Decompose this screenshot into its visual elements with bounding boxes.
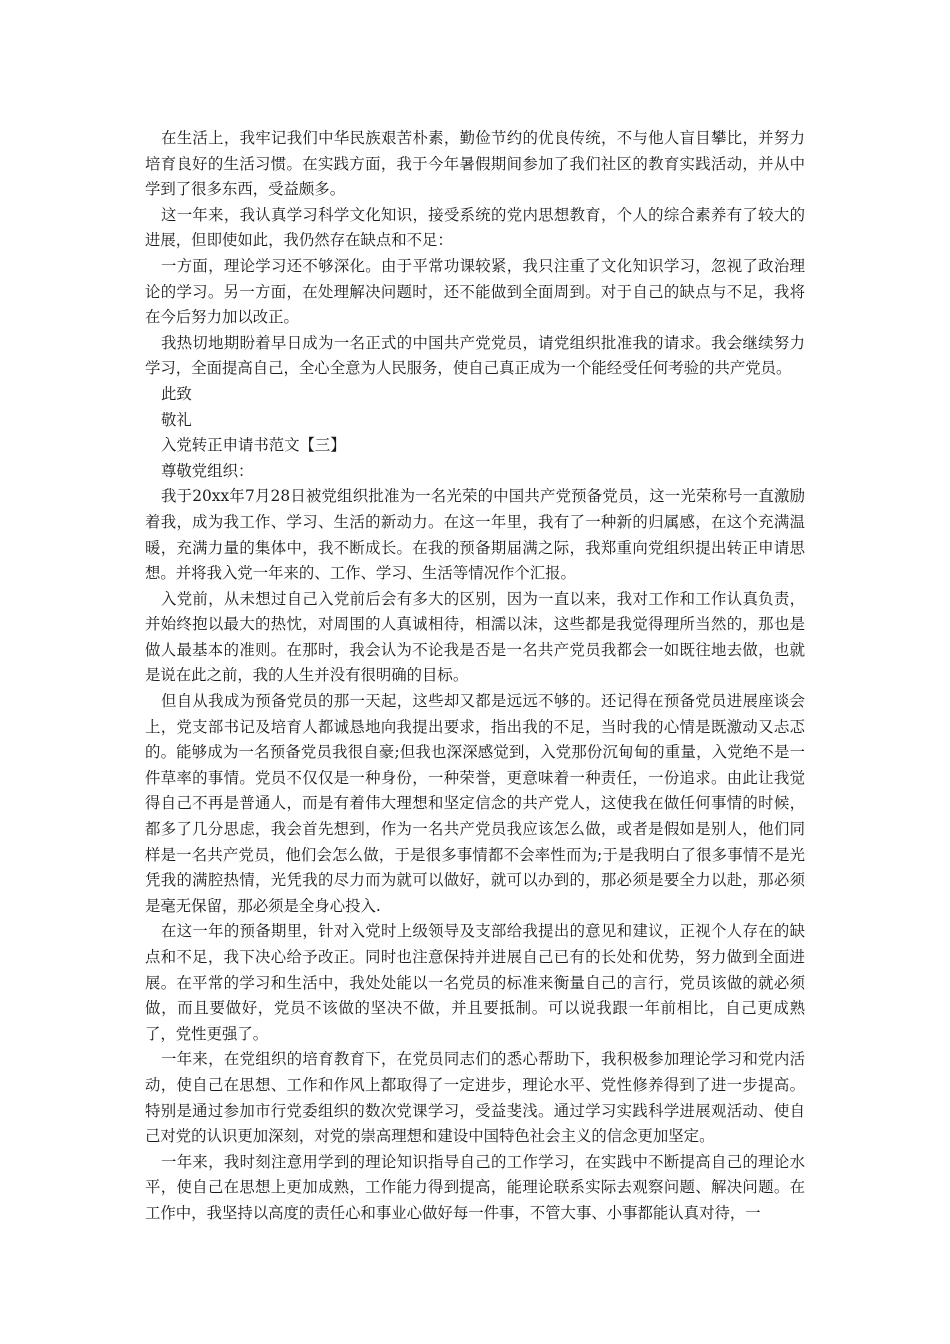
document-page	[145, 126, 805, 1227]
paragraph-life: 在生活上，我牢记我们中华民族艰苦朴素，勤俭节约的优良传统，不与他人盲目攀比，并努力培育良好的生活习惯。在实践方面，我于今年暑假期间参加了我们社区的教育实践活动，并从中学到了很多东西，受益颇多。	[145, 129, 805, 199]
paragraph-shortcomings: 一方面，理论学习还不够深化。由于平常功课较紧，我只注重了文化知识学习，忽视了政治理论的学习。另一方面，在处理解决问题时，还不能做到全面周到。对于自己的缺点与不足，我将在今后努力加以改正。	[145, 256, 805, 327]
paragraph-practice: 一年来，我时刻注意用学到的理论知识指导自己的工作学习，在实践中不断提高自己的理论水平，使自己在思想上更加成熟，工作能力得到提高，能理论联系实际去观察问题、解决问题。在工作中，我坚持以高度的责任心和事业心做好每一件事，不管大事、小事都能认真对待，一	[145, 1152, 805, 1222]
paragraph-probation-start: 但自从我成为预备党员的那一天起，这些却又都是远远不够的。还记得在预备党员进展座谈会上，党支部书记及培育人都诚恳地向我提出要求，指出我的不足，当时我的心情是既激动又忐忑的。能够成为一名预备党员我很自豪;但我也深深感觉到，入党那份沉甸甸的重量，入党绝不是一件草率的事情。党员不仅仅是一种身份，一种荣誉，更意味着一种责任，一份追求。由此让我觉得自己不再是普通人，而是有着伟大理想和坚定信念的共产党人，这使我在做任何事情的时候，都多了几分思虑，我会首先想到，作为一名共产党员我应该怎么做，或者是假如是别人，他们同样是一名共产党员，他们会怎么做，于是很多事情都不会率性而为;于是我明白了很多事情不是光凭我的满腔热情，光凭我的尽力而为就可以做好，就可以办到的，那必须是要全力以赴，那必须是毫无保留，那必须是全身心投入.	[145, 692, 805, 915]
salutation: 尊敬党组织：	[161, 461, 254, 480]
paragraph-probation-year: 在这一年的预备期里，针对入党时上级领导及支部给我提出的意见和建议，正视个人存在的缺点和不足，我下决心给予改正。同时也注意保持并进展自己已有的长处和优势，努力做到全面进展。在平常的学习和生活中，我处处能以一名党员的标准来衡量自己的言行，党员该做的就必须做，而且要做好，党员不该做的坚决不做，并且要抵制。可以说我跟一年前相比，自己更成熟了，党性更强了。	[145, 922, 805, 1043]
paragraph-theory-study: 一年来，在党组织的培育教育下，在党员同志们的悉心帮助下，我积极参加理论学习和党内活动，使自己在思想、工作和作风上都取得了一定进步，理论水平、党性修养得到了进一步提高。特别是通过参加市行党委组织的数次党课学习，受益斐浅。通过学习实践科学进展观活动、使自己对党的认识更加深刻，对党的崇高理想和建设中国特色社会主义的信念更加坚定。	[145, 1050, 805, 1146]
closing-cizhi: 此致	[161, 384, 192, 403]
paragraph-before-joining: 入党前，从未想过自己入党前后会有多大的区别，因为一直以来，我对工作和工作认真负责，并始终抱以最大的热忱，对周围的人真诚相待，相濡以沫，这些都是我觉得理所当然的，那也是做人最基本的准则。在那时，我会认为不论我是否是一名共产党员我都会一如既往地去做，也就是说在此之前，我的人生并没有很明确的目标。	[145, 589, 805, 685]
section-title: 入党转正申请书范文【三】	[161, 436, 346, 455]
paragraph-study: 这一年来，我认真学习科学文化知识，接受系统的党内思想教育，个人的综合素养有了较大的进展，但即使如此，我仍然存在缺点和不足：	[145, 205, 805, 250]
paragraph-approval: 我于20xx年7月28日被党组织批准为一名光荣的中国共产党预备党员，这一光荣称号一直激励着我，成为我工作、学习、生活的新动力。在这一年里，我有了一种新的归属感，在这个充满温暖，充满力量的集体中，我不断成长。在我的预备期届满之际，我郑重向党组织提出转正申请思想。并将我入党一年来的、工作、学习、生活等情况作个汇报。	[145, 487, 805, 583]
closing-jingli: 敬礼	[161, 410, 192, 429]
paragraph-request: 我热切地期盼着早日成为一名正式的中国共产党党员，请党组织批准我的请求。我会继续努力学习，全面提高自己，全心全意为人民服务，使自己真正成为一个能经受任何考验的共产党员。	[145, 333, 805, 378]
